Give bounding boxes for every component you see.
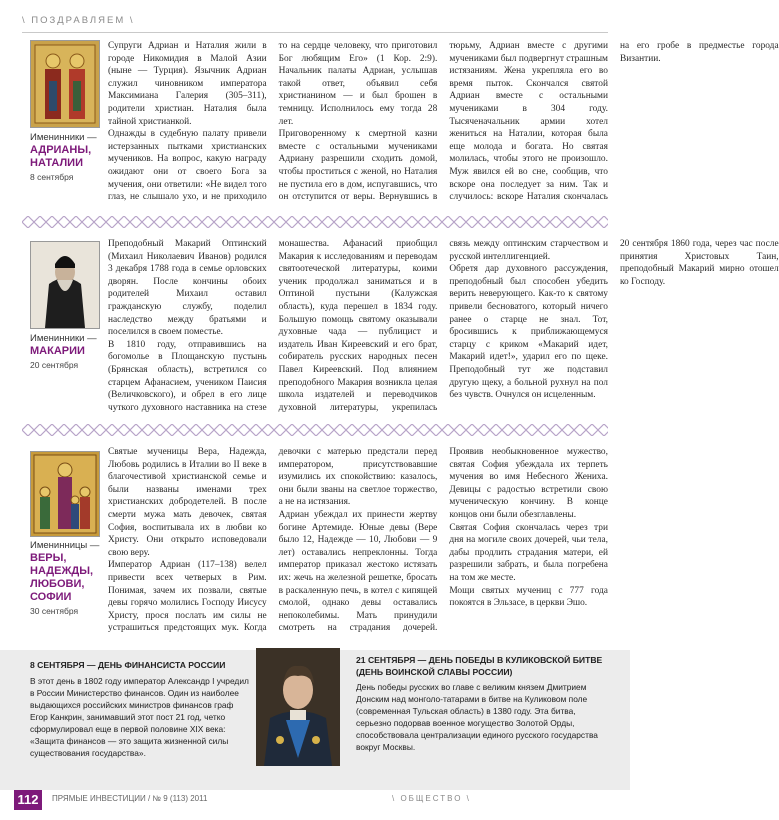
article-text — [108, 446, 608, 642]
paragraph: Мощи святых мучениц с 777 года покоятся в Эльзасе, в церкви Эшо. — [449, 585, 608, 609]
paragraph: Адриан убеждал их принести жертву богине Артемиде. Юные девы (Вере было 12, Надежде — 10, Любови — 9 лет) оставались непреклонны. Тогда император приказал жестоко истязать их: жечь на железной решетке, бросать в раскаленную печь, в котел с кипящей смолой, однако девы оставались непоколебимы. Мать принудили смотреть на страдания дочерей. Проявив необыкновенное мужество, святая София убеждала их терпеть мучения во имя Небесного Жениха. Девицы с радостью встретили свою мученическую кончину. В конце концов они были обезглавлены. — [278, 447, 608, 634]
header-rule — [22, 32, 608, 33]
ornament-divider — [22, 424, 608, 436]
name-caption — [30, 132, 120, 182]
publication-info: ПРЯМЫЕ ИНВЕСТИЦИИ / № 9 (113) 2011 — [52, 794, 208, 803]
entry-vera-nadezhda — [22, 446, 608, 642]
caption-date: 8 сентября — [30, 172, 74, 182]
caption-names: ВЕРЫ, НАДЕЖДЫ, ЛЮБОВИ, СОФИИ — [30, 552, 94, 603]
caption-names: АДРИАНЫ, НАТАЛИИ — [30, 144, 92, 169]
paragraph: Приговоренному к смертной казни вместе с остальными мучениками Адриану разрешили сходить домой, чтобы проститься с женой, но Наталия не пустила его в дом, испугавшись, что он отступится от веры. Вернувшись в тюрьму, Адриан вместе с другими мучениками был подвергнут страшным истязаниям. Жена укрепляла его во время пыток. Скончался святой Адриан вместе с остальными мучениками в 304 году. Тысяченачальник армии хотел жениться на Наталии, которая была еще молода и богата. Но святая молилась, чтобы этого не произошло. Муж явился ей во сне, сообщив, что вскоре она последует за ним. Так и случилось: вскоре Наталия скончалась на его гробе в предместье города Византии. — [278, 41, 779, 203]
paragraph: В 1810 году, отправившись на богомолье в Площанскую пустынь (Брянская область), встретился со старцем Афанасием, учеником Паисия (Величковского), и обрел в его лице чуткого духовного наставника на стезе монашества. Афанасий приобщил Макария к исследованиям и переводам святоотеческой литературы, коими ученик продолжал заниматься и в Оптиной пустыни (Калужская область), куда перешел в 1834 году. Большую помощь святому оказывали духовные чада — публицист и издатель Иван Киреевский и его брат, собиратель русских народных песен Павел Киреевский. Под влиянием преподобного Макария возникла целая школа издателей и переводчиков духовной литературы, укрепилась связь между оптинским старчеством и русской интеллигенцией. — [108, 239, 608, 413]
holidays-band — [0, 650, 630, 790]
ornament-divider — [22, 216, 608, 228]
holiday-heading: 21 СЕНТЯБРЯ — ДЕНЬ ПОБЕДЫ В КУЛИКОВСКОЙ БИТВЕ (ДЕНЬ ВОИНСКОЙ СЛАВЫ РОССИИ) — [356, 655, 603, 677]
paragraph: Преподобный Макарий Оптинский (Михаил Николаевич Иванов) родился 3 декабря 1788 года в семье орловских дворян. После кончины обоих родителей Михаил оставил гражданскую службу, поделил наследство между братьями и поселился в своем поместье. — [108, 239, 267, 338]
paragraph: Однажды в судебную палату привели истерзанных пытками христианских мучеников. На вопрос, какую награду ожидают они от своего Бога за мучения, они ответили: «Не видел того глаз, не слышало ухо, и не приходило то на сердце человеку, что приготовил Бог любящим Его» (1 Кор. 2:9). Начальник палаты Адриан, услышав такой ответ, объявил себя христианином — и был брошен в темницу. Исполнилось ему тогда 28 лет. — [108, 41, 438, 203]
entry-adrian-natalia — [22, 40, 779, 210]
page-footer — [0, 790, 630, 820]
portrait-general — [256, 648, 340, 766]
paragraph: Супруги Адриан и Наталия жили в городе Никомидия в Малой Азии (ныне — Турция). Язычник Адриан служил чиновником императора Максимиана Галерия (305–311), родители христиан. Наталия была тайной христианкой. — [108, 41, 267, 127]
article-text — [108, 40, 779, 210]
caption-date: 30 сентября — [30, 606, 79, 616]
footer-section: \ ОБЩЕСТВО \ — [392, 794, 471, 803]
portrait-makariy — [30, 241, 100, 329]
page-number: 112 — [14, 790, 42, 810]
caption-prefix: Именинники — — [30, 132, 97, 143]
paragraph: 20 сентября 1860 года, через час после принятия Христовых Таин, преподобный Макарий мирно отошел ко Господу. — [619, 239, 779, 287]
holiday-heading: 8 СЕНТЯБРЯ — ДЕНЬ ФИНАНСИСТА РОССИИ — [30, 660, 226, 670]
caption-prefix: Именинницы — — [30, 540, 100, 551]
paragraph: Святая София скончалась через три дня на могиле своих дочерей, чьи тела, дабы продлить страдания матери, ей разрешили забрать, и была погребена на том же месте. — [449, 522, 608, 583]
paragraph: Святые мученицы Вера, Надежда, Любовь родились в Италии во II веке в благочестивой христианской семье и были названы именами трех христианских добродетелей. В после смерти мужа мать девочек, святая София, воспитывала их в любви ко Христу. Они открыто исповедовали свою веру. — [108, 447, 267, 558]
name-caption — [30, 540, 120, 616]
icon-image-vera-nadezhda — [30, 451, 100, 537]
icon-image-adrian-natalia — [30, 40, 100, 128]
section-header: \ ПОЗДРАВЛЯЕМ \ — [22, 15, 135, 26]
name-caption — [30, 333, 120, 370]
holiday-text: День победы русских во главе с великим князем Дмитрием Донским над монголо-татарами в битве на Куликовом поле (современная Тульская область) в 1380 году. Эта битва, серьезно подорвав военное могущество Золотой Орды, способствовала централизации единого русского государства вокруг Москвы. — [356, 682, 598, 752]
entry-makariy — [22, 238, 779, 416]
caption-date: 20 сентября — [30, 360, 79, 370]
paragraph: Обретя дар духовного рассуждения, преподобный был способен убедить верить неверующего. Как-то к святому привели бесноватого, который ничего ранее о старце не знал. Тот, бросившись к приближающемуся старцу с криком «Макарий идет, Макарий идет!», ударил его по щеке. Преподобный тут же подставил другую щеку, а больной рухнул на пол без чувств. Очнулся он исцеленным. — [449, 264, 608, 401]
holiday-text: В этот день в 1802 году император Александр I учредил в России Министерство финансов. Один из наиболее выдающихся российских министров финансов граф Егор Канкрин, занимавший этот пост 21 год, четко сформулировал еще в первой половине XIX века: «Защита финансов — это защита жизненной силы существования государства». — [30, 675, 249, 758]
caption-prefix: Именинники — — [30, 333, 97, 344]
holiday-financier — [30, 660, 252, 759]
paragraph: Император Адриан (117–138) велел привести всех четверых в Рим. Понимая, зачем их позвали, святые девы горячо молились Господу Иисусу Христу, прося послать им силы не устрашиться предстоящих мук. Когда девочки с матерью предстали перед императором, присутствовавшие изумились их спокойствию: казалось, они были званы на светлое торжество, а не на истязания. — [108, 447, 438, 634]
holiday-kulikovo — [356, 655, 606, 753]
article-text — [108, 238, 779, 416]
caption-names: МАКАРИИ — [30, 345, 85, 357]
